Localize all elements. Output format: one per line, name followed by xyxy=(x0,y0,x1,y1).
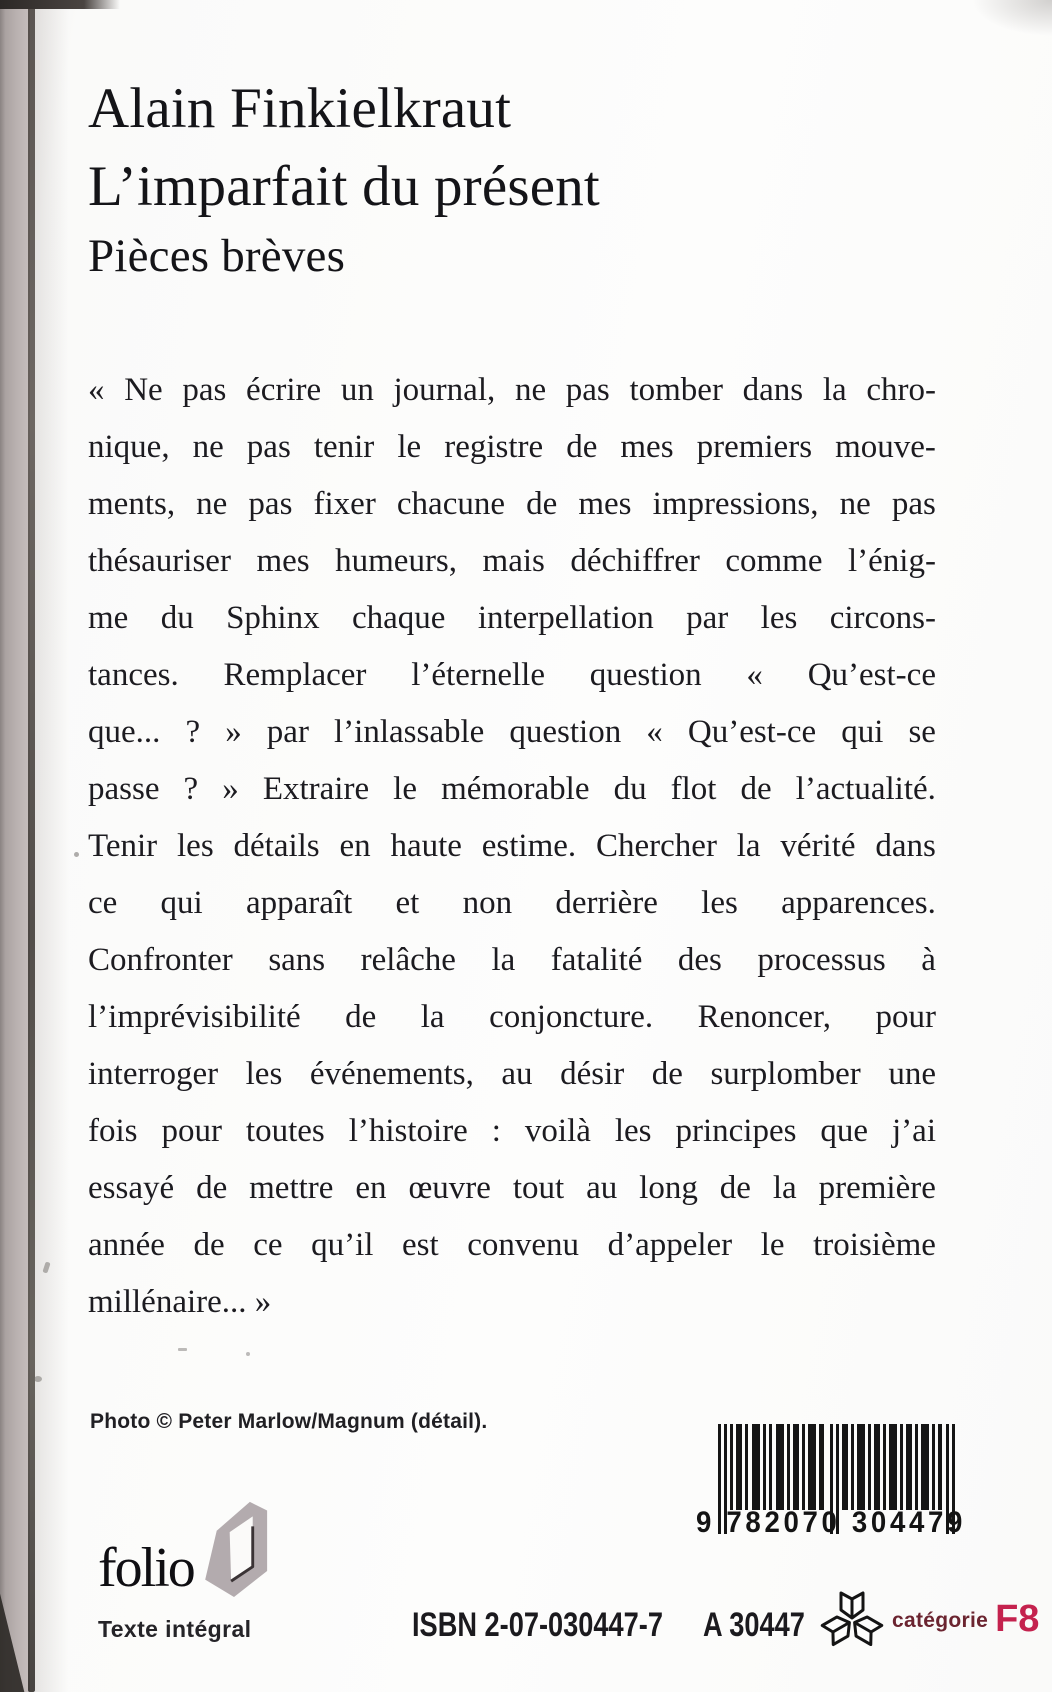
quote-line: tances. Remplacer l’éternelle question « Qu’est-ce xyxy=(88,657,936,693)
top-edge-shadow xyxy=(0,0,120,9)
author-name: Alain Finkielkraut xyxy=(88,77,512,140)
quote-line: année de ce qu’il est convenu d’appeler le troisième xyxy=(88,1227,936,1263)
barcode-digits: 9 782070 304479 xyxy=(696,1506,967,1539)
back-cover-quote xyxy=(88,362,936,1331)
quote-line: fois pour toutes l’histoire : voilà les principes que j’ai xyxy=(88,1113,936,1149)
publisher-code: A 30447 xyxy=(703,1606,805,1644)
quote-line: essayé de mettre en œuvre tout au long de la première xyxy=(88,1170,936,1206)
quote-line: interroger les événements, au désir de surplomber une xyxy=(88,1056,936,1092)
quote-line: ments, ne pas fixer chacune de mes impressions, ne pas xyxy=(88,486,936,522)
book-title: L’imparfait du présent xyxy=(88,155,600,218)
publisher-pinwheel-icon xyxy=(820,1586,884,1652)
scan-speck xyxy=(246,1352,250,1356)
photo-credit: Photo © Peter Marlow/Magnum (détail). xyxy=(90,1410,488,1433)
quote-line: me du Sphinx chaque interpellation par les circons- xyxy=(88,600,936,636)
paper-shadow xyxy=(35,0,69,1692)
edition-tagline: Texte intégral xyxy=(98,1616,252,1642)
quote-line: Tenir les détails en haute estime. Chercher la vérité dans xyxy=(88,828,936,864)
folio-cube-icon xyxy=(198,1496,270,1600)
scan-speck xyxy=(34,1376,42,1382)
isbn-number: ISBN 2-07-030447-7 xyxy=(412,1606,663,1644)
book-subtitle: Pièces brèves xyxy=(88,230,346,282)
folio-logo-text: folio xyxy=(98,1537,194,1599)
book-spine-edge xyxy=(0,0,30,1692)
quote-line: « Ne pas écrire un journal, ne pas tomber dans la chro- xyxy=(88,372,936,408)
quote-line: que... ? » par l’inlassable question « Qu’est-ce qui se xyxy=(88,714,936,750)
quote-line: thésauriser mes humeurs, mais déchiffrer comme l’énig- xyxy=(88,543,936,579)
quote-line: nique, ne pas tenir le registre de mes premiers mouve- xyxy=(88,429,936,465)
quote-line: passe ? » Extraire le mémorable du flot de l’actualité. xyxy=(88,771,936,807)
quote-line: Confronter sans relâche la fatalité des processus à xyxy=(88,942,936,978)
title-block xyxy=(88,70,600,286)
spine-shadow-line xyxy=(28,0,35,1692)
folio-logo xyxy=(98,1496,270,1600)
top-right-smudge xyxy=(972,0,1052,36)
category-block xyxy=(892,1600,1039,1638)
barcode xyxy=(696,1424,967,1546)
scan-speck xyxy=(178,1348,187,1351)
quote-line: millénaire... » xyxy=(88,1284,272,1320)
quote-line: ce qui apparaît et non derrière les apparences. xyxy=(88,885,936,921)
scan-speck xyxy=(74,852,79,857)
quote-line: l’imprévisibilité de la conjoncture. Renoncer, pour xyxy=(88,999,936,1035)
category-label: catégorie xyxy=(892,1609,989,1632)
category-value: F8 xyxy=(995,1598,1040,1640)
